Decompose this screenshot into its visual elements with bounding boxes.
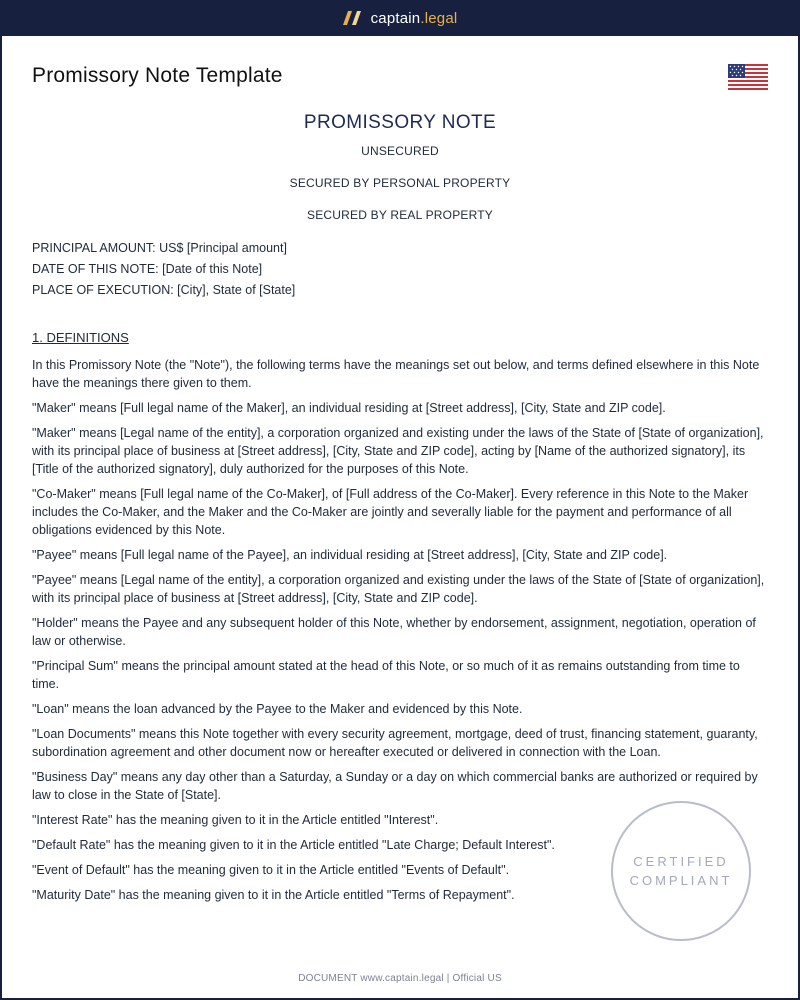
brand-logo[interactable] [343, 10, 458, 27]
page-title: Promissory Note Template [32, 64, 283, 87]
slash-logo-icon [343, 10, 363, 26]
stamp-line-2: COMPLIANT [629, 873, 733, 888]
definition-default-rate: "Default Rate" has the meaning given to it in the Article entitled "Late Charge; Default Interest". [32, 838, 555, 852]
note-details [32, 238, 772, 301]
brand-name-main: captain [370, 9, 421, 27]
brand-name-accent: .legal [420, 9, 458, 27]
page-footer: DOCUMENT www.captain.legal | Official US [298, 973, 502, 984]
definition-maturity-date: "Maturity Date" has the meaning given to it in the Article entitled "Terms of Repayment". [32, 888, 515, 902]
definition-maker-entity: "Maker" means [Legal name of the entity], a corporation organized and existing under the laws of the State of [State of organization], with its principal place of business at [Street address], [City, State and ZIP code], acting by [Name of the authorized signatory], its [Title of the authorized signatory], duly authorized for the purposes of this Note. [32, 426, 764, 476]
section-title-definitions: 1. DEFINITIONS [32, 330, 129, 345]
place-of-execution: PLACE OF EXECUTION: [City], State of [State] [32, 283, 296, 297]
definition-loan-documents: "Loan Documents" means this Note together with every security agreement, mortgage, deed of trust, financing statement, guaranty, subordination agreement and other document now or hereafter executed or delivered in connection with the Loan. [32, 727, 758, 759]
definition-loan: "Loan" means the loan advanced by the Payee to the Maker and evidenced by this Note. [32, 702, 523, 716]
definitions-intro: In this Promissory Note (the "Note"), the following terms have the meanings set out below, and terms defined elsewhere in this Note have the meanings there given to them. [32, 358, 760, 390]
definition-maker-individual: "Maker" means [Full legal name of the Maker], an individual residing at [Street address], [City, State and ZIP code]. [32, 401, 666, 415]
security-option-unsecured: UNSECURED [361, 144, 439, 158]
definition-event-of-default: "Event of Default" has the meaning given to it in the Article entitled "Events of Default". [32, 863, 510, 877]
security-option-personal-property: SECURED BY PERSONAL PROPERTY [289, 176, 511, 190]
stamp-line-1: CERTIFIED [633, 854, 729, 869]
definition-interest-rate: "Interest Rate" has the meaning given to it in the Article entitled "Interest". [32, 813, 439, 827]
definition-payee-entity: "Payee" means [Legal name of the entity], a corporation organized and existing under the laws of the State of [State of organization], with its principal place of business at [Street address], [City, State and ZIP code]. [32, 573, 765, 605]
principal-amount: PRINCIPAL AMOUNT: US$ [Principal amount] [32, 241, 287, 255]
definition-holder: "Holder" means the Payee and any subsequent holder of this Note, whether by endorsement, assignment, negotiation, operation of law or otherwise. [32, 616, 756, 648]
certified-compliant-stamp [611, 801, 751, 941]
security-option-real-property: SECURED BY REAL PROPERTY [307, 208, 493, 222]
note-date: DATE OF THIS NOTE: [Date of this Note] [32, 262, 263, 276]
definition-co-maker: "Co-Maker" means [Full legal name of the Co-Maker], of [Full address of the Co-Maker]. Every reference in this Note to the Maker includes the Co-Maker, and the Maker and the Co-Maker are jointly and severally liable for the payment and performance of all obligations evidenced by this Note. [32, 487, 749, 537]
note-heading: PROMISSORY NOTE [303, 112, 497, 133]
definition-business-day: "Business Day" means any day other than a Saturday, a Sunday or a day on which commercial banks are authorized or required by law to close in the State of [State]. [32, 770, 758, 802]
definition-principal-sum: "Principal Sum" means the principal amount stated at the head of this Note, or so much of it as remains outstanding from time to time. [32, 659, 740, 691]
us-flag-icon [728, 64, 768, 90]
brand-name [371, 10, 458, 27]
top-bar [0, 0, 800, 36]
definition-payee-individual: "Payee" means [Full legal name of the Payee], an individual residing at [Street address], [City, State and ZIP code]. [32, 548, 668, 562]
